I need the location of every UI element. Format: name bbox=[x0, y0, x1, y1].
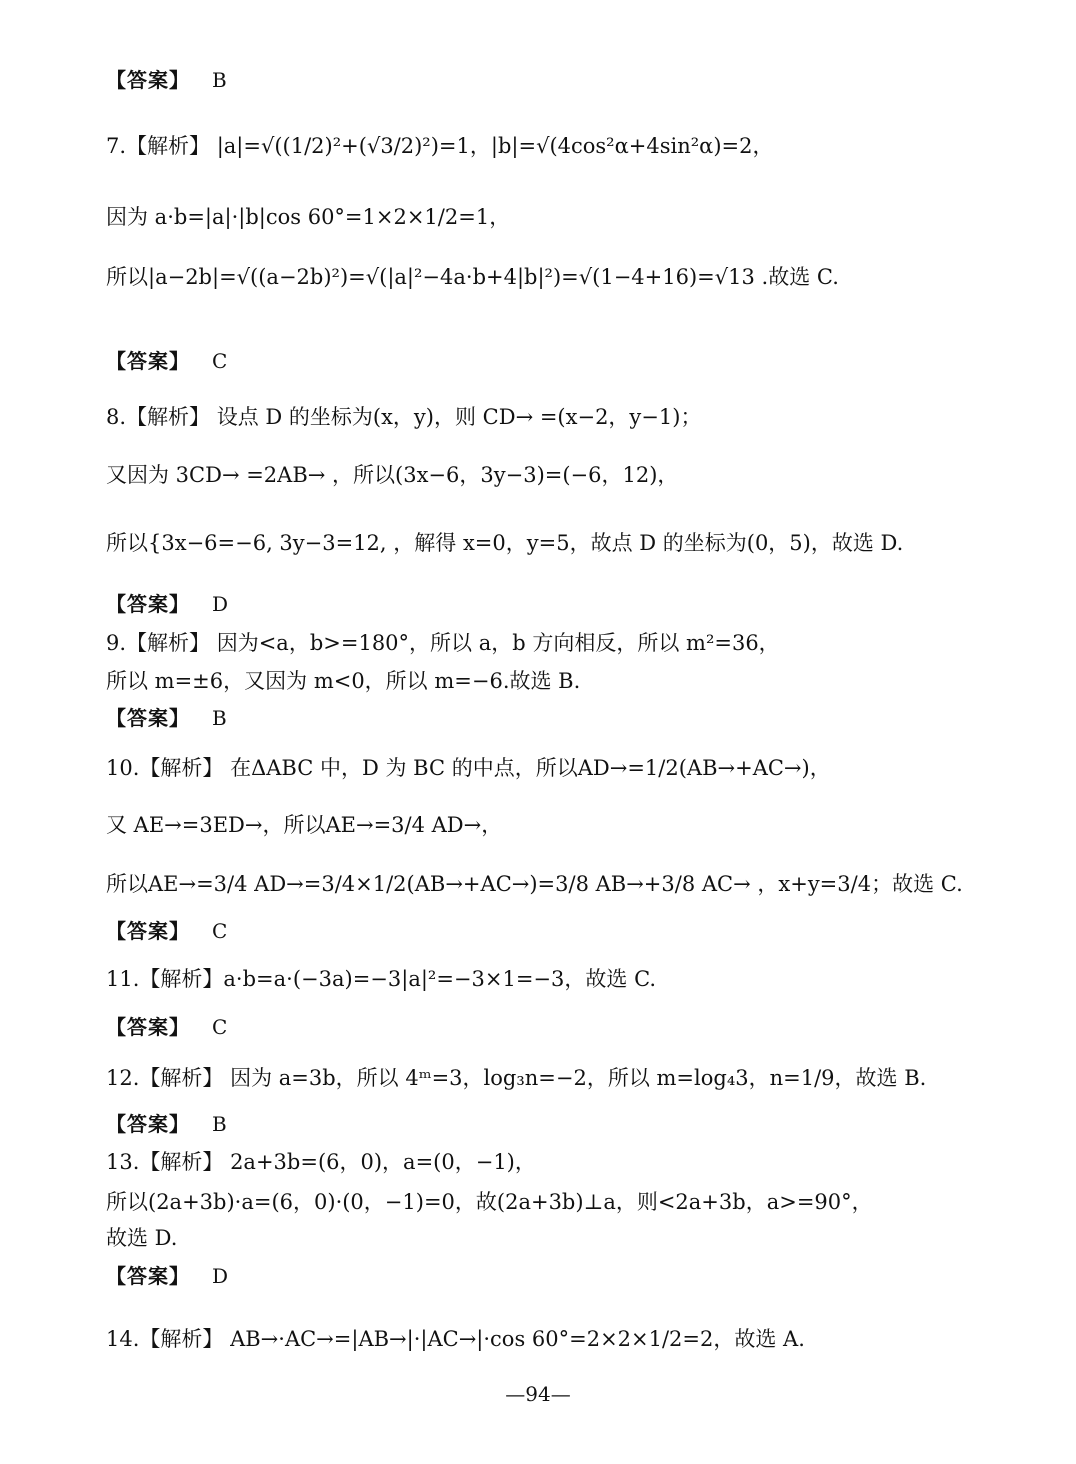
solution-line: 又因为 3CD→ =2AB→ ，所以(3x−6，3y−3)=(−6，12)， bbox=[106, 463, 679, 487]
solution-line: 又 AE→=3ED→，所以AE→=3/4 AD→， bbox=[106, 813, 503, 837]
solution-line: 10.【解析】 在ΔABC 中，D 为 BC 的中点，所以AD→=1/2(AB→+AC→)， bbox=[106, 756, 831, 780]
solution-line: 7.【解析】 |a|=√((1/2)²+(√3/2)²)=1，|b|=√(4cos²α+4sin²α)=2， bbox=[106, 134, 774, 158]
solution-line: 所以|a−2b|=√((a−2b)²)=√(|a|²−4a·b+4|b|²)=√(1−4+16)=√13 .故选 C. bbox=[106, 265, 839, 289]
answer-line bbox=[106, 1013, 227, 1041]
solution-line: 9.【解析】 因为<a，b>=180°，所以 a，b 方向相反，所以 m²=36， bbox=[106, 631, 780, 655]
page-number: —94— bbox=[505, 1382, 571, 1406]
answer-label: 【答案】 bbox=[106, 349, 190, 373]
answer-value: D bbox=[212, 1264, 229, 1288]
answer-value: B bbox=[212, 706, 227, 730]
answer-line bbox=[106, 347, 227, 375]
answer-label: 【答案】 bbox=[106, 919, 190, 943]
answer-line bbox=[106, 1262, 228, 1290]
answer-label: 【答案】 bbox=[106, 706, 190, 730]
solution-line: 所以{3x−6=−6, 3y−3=12, ，解得 x=0，y=5，故点 D 的坐标为(0，5)，故选 D. bbox=[106, 531, 904, 555]
answer-label: 【答案】 bbox=[106, 592, 190, 616]
answer-line bbox=[106, 1110, 227, 1138]
solution-line: 12.【解析】 因为 a=3b，所以 4ᵐ=3，log₃n=−2，所以 m=log₄3，n=1/9，故选 B. bbox=[106, 1066, 927, 1090]
answer-label: 【答案】 bbox=[106, 68, 190, 92]
answer-label: 【答案】 bbox=[106, 1112, 190, 1136]
answer-value: C bbox=[212, 349, 228, 373]
solution-line: 13.【解析】 2a+3b=(6，0)，a=(0，−1)， bbox=[106, 1150, 536, 1174]
solution-line: 所以(2a+3b)·a=(6，0)·(0，−1)=0，故(2a+3b)⊥a，则<2a+3b，a>=90°， bbox=[106, 1190, 873, 1214]
answer-line bbox=[106, 66, 227, 94]
answer-label: 【答案】 bbox=[106, 1015, 190, 1039]
solution-line: 所以 m=±6，又因为 m<0，所以 m=−6.故选 B. bbox=[106, 669, 581, 693]
answer-value: C bbox=[212, 919, 228, 943]
solution-line: 11.【解析】a·b=a·(−3a)=−3|a|²=−3×1=−3，故选 C. bbox=[106, 967, 657, 991]
answer-value: D bbox=[212, 592, 229, 616]
answer-value: B bbox=[212, 1112, 227, 1136]
answer-line bbox=[106, 917, 227, 945]
solution-line: 14.【解析】 AB→·AC→=|AB→|·|AC→|·cos 60°=2×2×1/2=2，故选 A. bbox=[106, 1327, 805, 1351]
solution-line: 所以AE→=3/4 AD→=3/4×1/2(AB→+AC→)=3/8 AB→+3/8 AC→ ，x+y=3/4；故选 C. bbox=[106, 872, 963, 896]
answer-value: B bbox=[212, 68, 227, 92]
solution-line: 因为 a·b=|a|·|b|cos 60°=1×2×1/2=1， bbox=[106, 205, 511, 229]
answer-value: C bbox=[212, 1015, 228, 1039]
answer-line bbox=[106, 704, 227, 732]
answer-label: 【答案】 bbox=[106, 1264, 190, 1288]
solution-line: 故选 D. bbox=[106, 1226, 178, 1250]
solution-line: 8.【解析】 设点 D 的坐标为(x，y)，则 CD→ =(x−2，y−1)； bbox=[106, 405, 702, 429]
answer-line bbox=[106, 590, 228, 618]
